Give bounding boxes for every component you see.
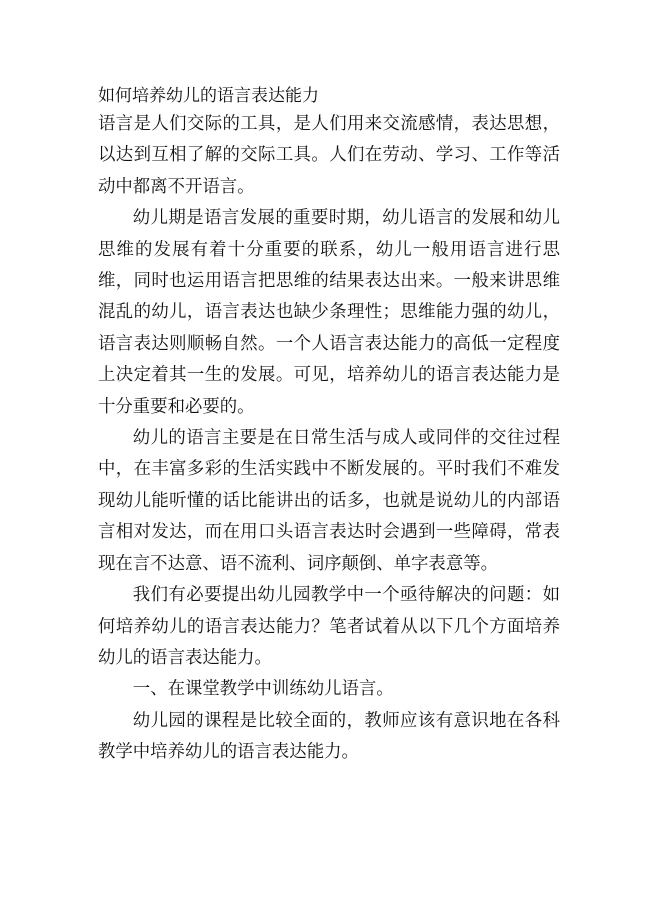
section-heading-1: 一、在课堂教学中训练幼儿语言。 (132, 679, 394, 700)
paragraph-4: 我们有必要提出幼儿园教学中一个亟待解决的问题：如何培养幼儿的语言表达能力？笔者试着从以下几个方面培养幼儿的语言表达能力。 (98, 585, 560, 668)
document-page (98, 84, 560, 769)
document-title: 如何培养幼儿的语言表达能力 (98, 86, 319, 106)
paragraph-6: 幼儿园的课程是比较全面的，教师应该有意识地在各科教学中培养幼儿的语言表达能力。 (98, 710, 560, 763)
paragraph-3: 幼儿的语言主要是在日常生活与成人或同伴的交往过程中，在丰富多彩的生活实践中不断发展的。平时我们不难发现幼儿能听懂的话比能讲出的话多，也就是说幼儿的内部语言相对发达，而在用口头语言表达时会遇到一些障碍，常表现在言不达意、语不流利、词序颠倒、单字表意等。 (98, 428, 560, 574)
paragraph-2: 幼儿期是语言发展的重要时期，幼儿语言的发展和幼儿思维的发展有着十分重要的联系，幼儿一般用语言进行思维，同时也运用语言把思维的结果表达出来。一般来讲思维混乱的幼儿，语言表达也缺少条理性；思维能力强的幼儿，语言表达则顺畅自然。一个人语言表达能力的高低一定程度上决定着其一生的发展。可见，培养幼儿的语言表达能力是十分重要和必要的。 (98, 208, 560, 417)
paragraph-intro: 语言是人们交际的工具，是人们用来交流感情，表达思想，以达到互相了解的交际工具。人们在劳动、学习、工作等活动中都离不开语言。 (98, 114, 560, 197)
